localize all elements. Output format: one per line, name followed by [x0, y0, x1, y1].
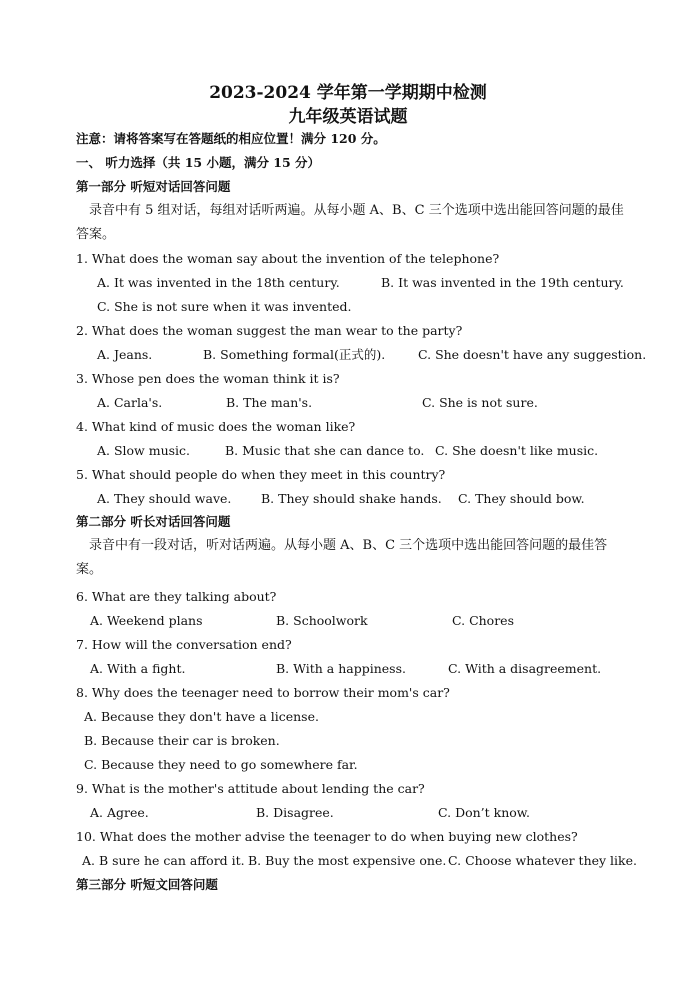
part2-instructions: 录音中有一段对话，听对话两遍。从每小题 A、B、C 三个选项中选出能回答问题的最佳答案。 — [76, 538, 608, 577]
question-10: 10. What does the mother advise the teenager to do when buying new clothes? — [76, 829, 578, 844]
option-6a: A. Weekend plans — [90, 613, 203, 628]
option-4b: B. Music that she can dance to. — [225, 443, 425, 458]
question-5: 5. What should people do when they meet in this country? — [76, 467, 446, 482]
option-2a: A. Jeans. — [97, 347, 153, 362]
option-3c: C. She is not sure. — [422, 395, 538, 410]
option-1b: B. It was invented in the 19th century. — [381, 275, 624, 290]
option-4c: C. She doesn't like music. — [435, 443, 599, 458]
option-10c: C. Choose whatever they like. — [448, 853, 637, 868]
option-5a: A. They should wave. — [97, 491, 232, 506]
question-6: 6. What are they talking about? — [76, 589, 277, 604]
option-8b: B. Because their car is broken. — [84, 733, 280, 748]
section-heading-listening: 一、 听力选择（共 15 小题，满分 15 分） — [76, 155, 321, 170]
option-3b: B. The man's. — [226, 395, 313, 410]
question-3: 3. Whose pen does the woman think it is? — [76, 371, 340, 386]
option-4a: A. Slow music. — [97, 443, 191, 458]
option-1c: C. She is not sure when it was invented. — [97, 299, 352, 314]
part1-instructions: 录音中有 5 组对话，每组对话听两遍。从每小题 A、B、C 三个选项中选出能回答问题的最佳答案。 — [76, 203, 624, 242]
option-6c: C. Chores — [452, 613, 514, 628]
question-2: 2. What does the woman suggest the man wear to the party? — [76, 323, 463, 338]
option-9c: C. Don’t know. — [438, 805, 530, 820]
option-10b: B. Buy the most expensive one. — [248, 853, 447, 868]
option-1a: A. It was invented in the 18th century. — [97, 275, 340, 290]
part2-heading: 第二部分 听长对话回答问题 — [76, 514, 231, 529]
exam-title: 2023-2024 学年第一学期期中检测 — [209, 83, 487, 103]
option-9b: B. Disagree. — [256, 805, 334, 820]
part3-heading: 第三部分 听短文回答问题 — [76, 877, 218, 892]
option-3a: A. Carla's. — [97, 395, 163, 410]
option-2c: C. She doesn't have any suggestion. — [418, 347, 647, 362]
option-10a: A. B sure he can afford it. — [82, 853, 245, 868]
option-8a: A. Because they don't have a license. — [84, 709, 319, 724]
option-9a: A. Agree. — [90, 805, 149, 820]
option-2b: B. Something formal(正式的). — [203, 347, 386, 362]
question-7: 7. How will the conversation end? — [76, 637, 292, 652]
option-5b: B. They should shake hands. — [261, 491, 442, 506]
option-7b: B. With a happiness. — [276, 661, 406, 676]
option-7a: A. With a fight. — [90, 661, 186, 676]
exam-note: 注意：请将答案写在答题纸的相应位置！满分 120 分。 — [76, 131, 386, 146]
exam-subtitle: 九年级英语试题 — [288, 107, 408, 127]
question-1: 1. What does the woman say about the invention of the telephone? — [76, 251, 500, 266]
part1-heading: 第一部分 听短对话回答问题 — [76, 179, 231, 194]
question-8: 8. Why does the teenager need to borrow their mom's car? — [76, 685, 450, 700]
question-4: 4. What kind of music does the woman like? — [76, 419, 356, 434]
option-5c: C. They should bow. — [458, 491, 585, 506]
option-7c: C. With a disagreement. — [448, 661, 602, 676]
option-6b: B. Schoolwork — [276, 613, 368, 628]
question-9: 9. What is the mother's attitude about lending the car? — [76, 781, 425, 796]
option-8c: C. Because they need to go somewhere far. — [84, 757, 358, 772]
